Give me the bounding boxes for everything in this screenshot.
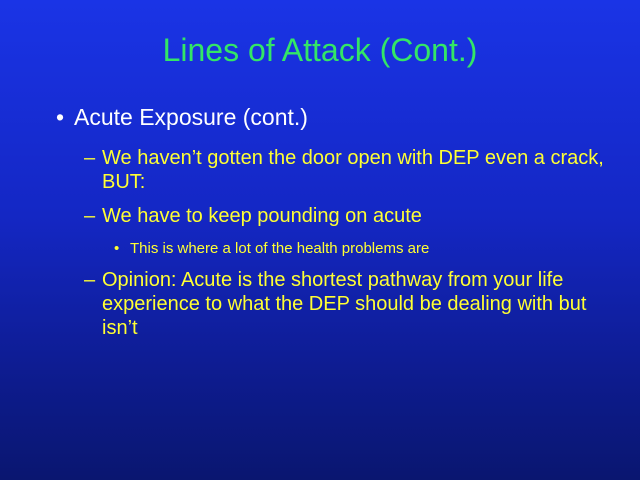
bullet-dot: • [114,240,120,257]
sub-sub-bullet-health-problems [114,239,614,259]
sub-bullet-text: Opinion: Acute is the shortest pathway from your life experience to what the DEP should be dealing with but isn’t [102,269,587,339]
sub-bullet-text: We have to keep pounding on acute [102,205,422,227]
bullet-dot: • [56,104,65,130]
sub-bullet-door-open [84,146,604,194]
dash-marker: – [84,269,96,291]
sub-sub-bullet-text: This is where a lot of the health problems are [130,240,430,257]
dash-marker: – [84,205,96,227]
dash-marker: – [84,147,96,169]
sub-bullet-text: We haven’t gotten the door open with DEP even a crack, BUT: [102,147,604,193]
slide-title: Lines of Attack (Cont.) [162,32,478,68]
sub-bullet-keep-pounding [84,204,604,228]
bullet-text: Acute Exposure (cont.) [74,104,308,130]
sub-bullet-opinion [84,268,604,340]
